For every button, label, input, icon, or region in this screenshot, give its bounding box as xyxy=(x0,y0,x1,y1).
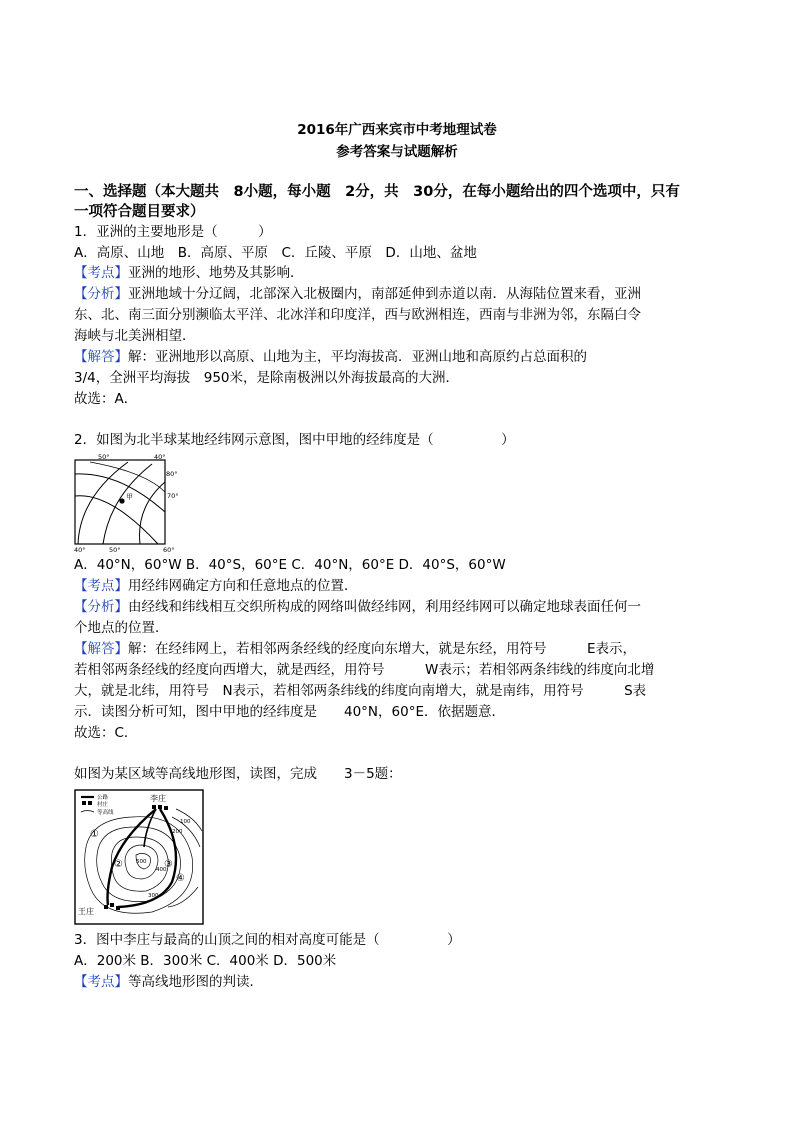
group35-intro: 如图为某区域等高线地形图，读图，完成 3－5题： xyxy=(74,766,402,782)
marker-1: ① xyxy=(90,829,99,840)
village-lizhuang-house-3 xyxy=(164,806,168,810)
jieda-tag: 【解答】 xyxy=(74,349,128,365)
marker-4: ④ xyxy=(176,873,185,884)
contour-label-100: 100 xyxy=(180,819,191,825)
fenxi-tag: 【分析】 xyxy=(74,286,128,302)
contour-label-400: 400 xyxy=(156,867,167,873)
kaodian-tag: 【考点】 xyxy=(74,578,128,594)
contour-map-figure xyxy=(72,787,206,927)
q1-jieda-1 xyxy=(74,348,587,366)
meridian-60 xyxy=(140,482,165,544)
label-50-top: 50° xyxy=(98,453,110,461)
village-wangzhuang-house-2 xyxy=(110,903,114,907)
q3-kaodian-text: 等高线地形图的判读． xyxy=(128,974,263,990)
q1-fenxi-3: 海峡与北美洲相望． xyxy=(74,328,196,344)
road-east xyxy=(118,809,176,907)
q1-options: A．高原、山地 B．高原、平原 C．丘陵、平原 D．山地、盆地 xyxy=(74,245,477,261)
fenxi-tag: 【分析】 xyxy=(74,599,128,615)
q2-options: A．40°N，60°W B．40°S，60°E C．40°N，60°E D．40°S，60°W xyxy=(74,557,506,573)
page-subtitle: 参考答案与试题解析 xyxy=(336,144,458,160)
graticule-figure xyxy=(70,452,186,554)
label-50-bottom: 50° xyxy=(109,546,121,554)
label-80: 80° xyxy=(166,470,178,478)
q3-kaodian xyxy=(74,973,263,991)
q2-jieda-4: 示．读图分析可知，图中甲地的经纬度是 40°N，60°E．依据题意． xyxy=(74,704,505,720)
q2-fenxi-1 xyxy=(74,598,641,616)
marker-2: ② xyxy=(114,859,123,870)
label-70: 70° xyxy=(167,492,179,500)
q1-fenxi-1 xyxy=(74,285,641,303)
parallel-70 xyxy=(75,496,158,544)
section-heading-line-1: 一、选择题（本大题共 8小题，每小题 2分，共 30分，在每小题给出的四个选项中，只有 xyxy=(74,184,680,200)
q2-jieda-2: 若相邻两条经线的经度向西增大，就是西经，用符号 W表示；若相邻两条纬线的纬度向北增 xyxy=(74,662,655,678)
q1-fenxi-text-1: 亚洲地域十分辽阔，北部深入北极圈内，南部延伸到赤道以南．从海陆位置来看，亚洲 xyxy=(128,286,641,302)
jieda-tag: 【解答】 xyxy=(74,641,128,657)
q1-jieda-text-1: 解：亚洲地形以高原、山地为主，平均海拔高．亚洲山地和高原约占总面积的 xyxy=(128,349,587,365)
marker-3: ③ xyxy=(164,859,173,870)
q1-kaodian xyxy=(74,264,304,282)
label-40-top: 40° xyxy=(154,453,166,461)
contour-label-300: 300 xyxy=(148,893,159,899)
q1-jieda-2: 3/4，全洲平均海拔 950米，是除南极洲以外海拔最高的大洲． xyxy=(74,370,459,386)
label-40-bottom: 40° xyxy=(74,546,86,554)
q2-answer: 故选：C． xyxy=(74,725,138,741)
label-jia: 甲 xyxy=(126,493,133,501)
q2-fenxi-text-1: 由经线和纬线相互交织所构成的网络叫做经纬网，利用经纬网可以确定地球表面任何一 xyxy=(128,599,641,615)
q2-kaodian-text: 用经纬网确定方向和任意地点的位置． xyxy=(128,578,358,594)
legend-contour-label: 等高线 xyxy=(97,810,114,816)
kaodian-tag: 【考点】 xyxy=(74,974,128,990)
contour-edge-3 xyxy=(168,887,198,907)
legend-village-label: 村庄 xyxy=(97,802,109,808)
q2-jieda-1 xyxy=(74,640,636,658)
q2-kaodian xyxy=(74,577,358,595)
point-jia xyxy=(119,498,124,503)
q1-kaodian-text: 亚洲的地形、地势及其影响． xyxy=(128,265,304,281)
q1-fenxi-2: 东、北、南三面分别濒临太平洋、北冰洋和印度洋，西与欧洲相连，西南与非洲为邻，东隔白令 xyxy=(74,307,641,323)
page-title: 2016年广西来宾市中考地理试卷 xyxy=(297,122,497,138)
kaodian-tag: 【考点】 xyxy=(74,265,128,281)
village-wangzhuang-label: 王庄 xyxy=(78,907,94,916)
contour-label-200: 200 xyxy=(172,829,183,835)
q2-jieda-3: 大，就是北纬，用符号 N表示，若相邻两条纬线的纬度向南增大，就是南纬，用符号 S表 xyxy=(74,683,647,699)
legend-village-symbol-2 xyxy=(88,801,92,805)
map-legend xyxy=(81,793,114,816)
legend-contour-symbol xyxy=(81,811,94,813)
village-lizhuang-label: 李庄 xyxy=(150,794,166,803)
section-heading-line-2: 一项符合题目要求） xyxy=(74,204,205,220)
legend-village-symbol xyxy=(82,801,86,805)
contour-label-500: 500 xyxy=(136,859,147,865)
legend-road-label: 公路 xyxy=(97,795,109,801)
q2-stem: 2．如图为北半球某地经纬网示意图，图中甲地的经纬度是（ ） xyxy=(74,432,515,448)
label-60: 60° xyxy=(163,546,175,554)
q1-answer: 故选：A． xyxy=(74,391,138,407)
q2-jieda-text-1: 解：在经纬网上，若相邻两条经线的经度向东增大，就是东经，用符号 E表示， xyxy=(128,641,637,657)
q1-stem: 1．亚洲的主要地形是（ ） xyxy=(74,224,272,240)
village-lizhuang-house-2 xyxy=(158,805,162,809)
q3-stem: 3．图中李庄与最高的山顶之间的相对高度可能是（ ） xyxy=(74,932,461,948)
q2-fenxi-2: 个地点的位置． xyxy=(74,620,169,636)
q3-options: A．200米 B．300米 C．400米 D．500米 xyxy=(74,953,337,969)
